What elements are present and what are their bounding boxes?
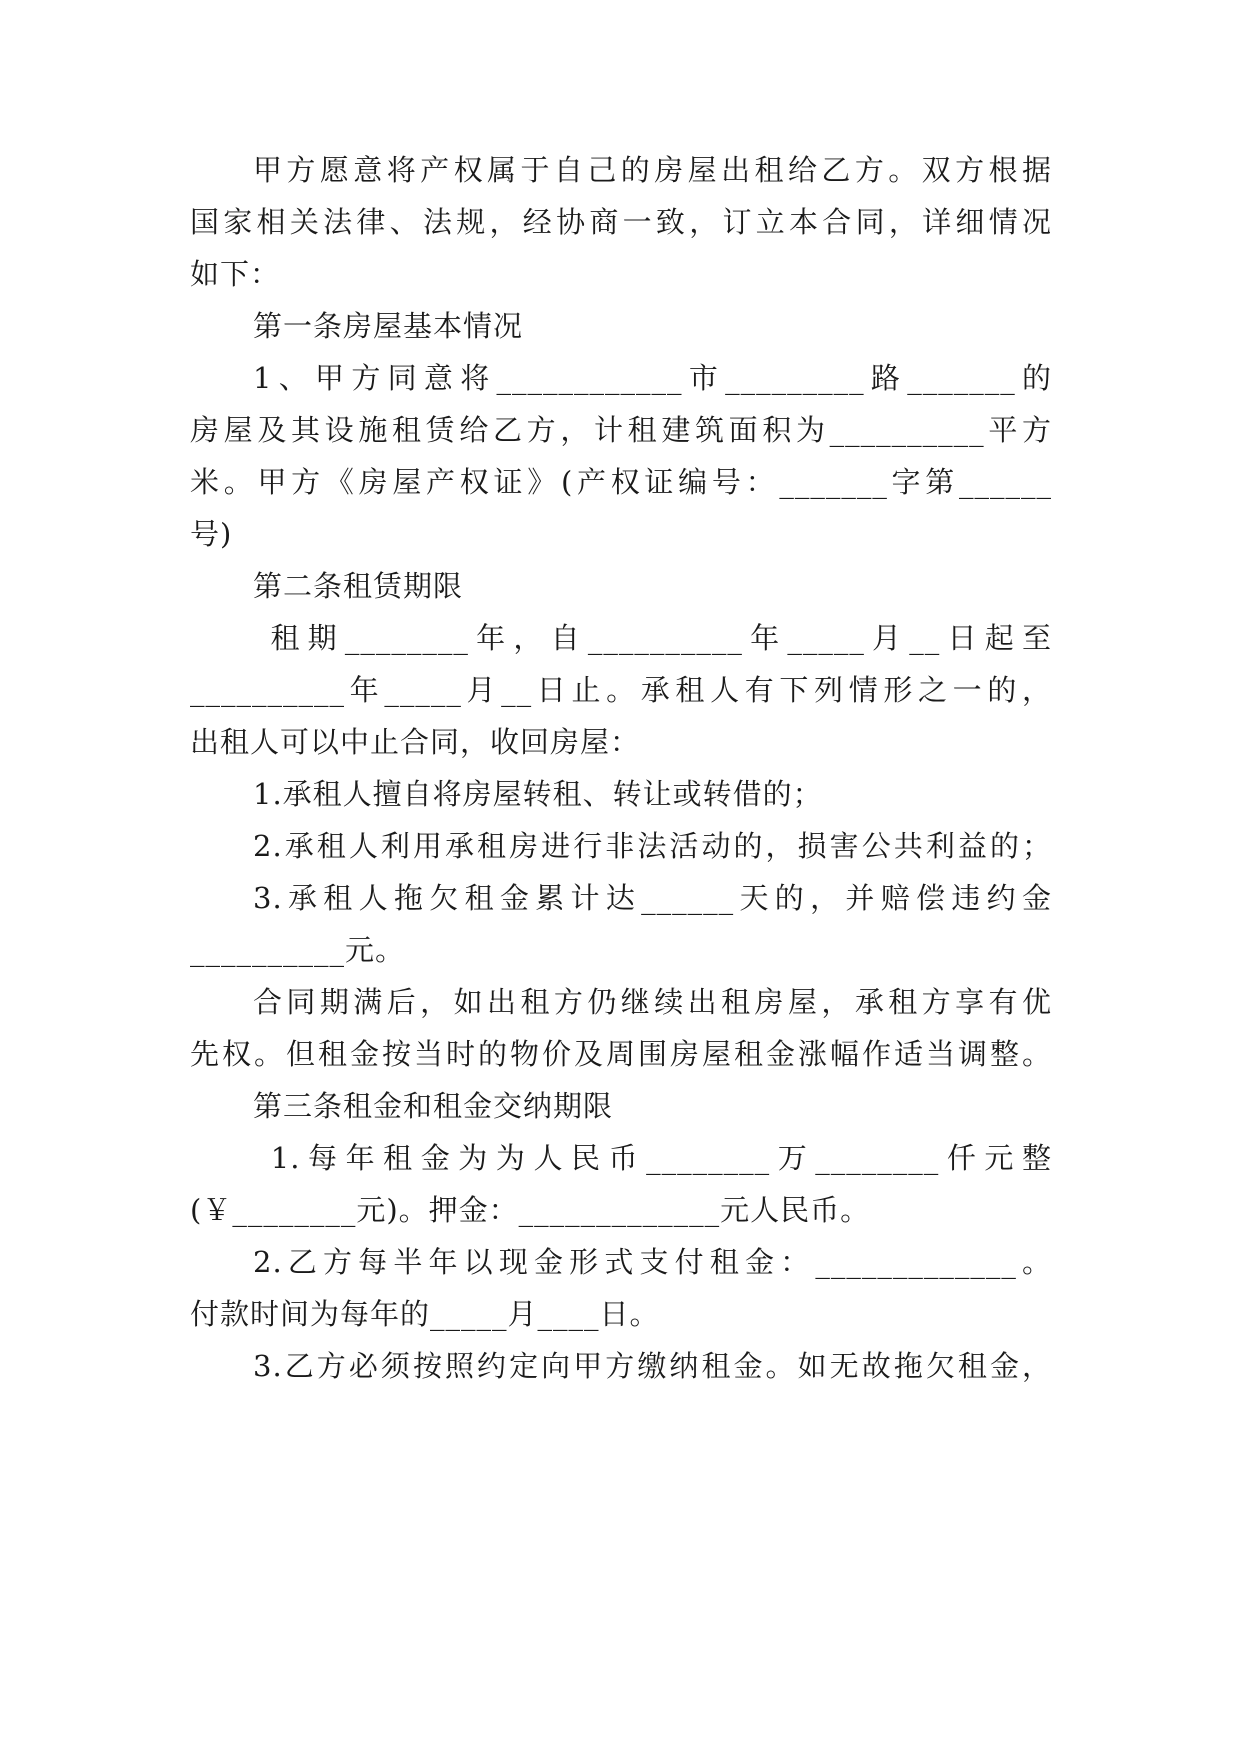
list-item: 1.每年租金为为人民币________万________仟元整: [253, 1141, 1052, 1175]
paragraph-line: 租期________年，自__________年_____月__日起至: [253, 621, 1052, 655]
section-heading: 第三条租金和租金交纳期限: [253, 1089, 614, 1123]
paragraph-line: 1、甲方同意将____________市_________路_______的: [253, 361, 1052, 395]
list-item: 2.乙方每半年以现金形式支付租金：_____________。: [253, 1245, 1052, 1279]
section-heading: 第二条租赁期限: [253, 569, 464, 603]
list-item: 1.承租人擅自将房屋转租、转让或转借的；: [253, 777, 823, 811]
list-item: 2.承租人利用承租房进行非法活动的，损害公共利益的；: [253, 829, 1052, 863]
paragraph-line: 甲方愿意将产权属于自己的房屋出租给乙方。双方根据: [253, 153, 1052, 187]
paragraph-line: 付款时间为每年的_____月____日。: [190, 1297, 660, 1331]
list-item: 3.承租人拖欠租金累计达______天的，并赔偿违约金: [253, 881, 1052, 915]
paragraph-line: 出租人可以中止合同，收回房屋：: [190, 725, 641, 759]
paragraph-line: 米。甲方《房屋产权证》(产权证编号：_______字第______: [190, 465, 1052, 499]
paragraph-line: 如下：: [190, 257, 281, 291]
paragraph-line: 先权。但租金按当时的物价及周围房屋租金涨幅作适当调整。: [190, 1037, 1052, 1071]
paragraph-line: 国家相关法律、法规，经协商一致，订立本合同，详细情况: [190, 205, 1052, 239]
paragraph-line: 房屋及其设施租赁给乙方，计租建筑面积为__________平方: [190, 413, 1052, 447]
paragraph-line: 合同期满后，如出租方仍继续出租房屋，承租方享有优: [253, 985, 1052, 1019]
section-heading: 第一条房屋基本情况: [253, 309, 524, 343]
paragraph-line: (￥________元)。押金：_____________元人民币。: [190, 1193, 871, 1227]
paragraph-line: __________元。: [190, 933, 406, 967]
list-item: 3.乙方必须按照约定向甲方缴纳租金。如无故拖欠租金，: [253, 1349, 1052, 1383]
paragraph-line: __________年_____月__日止。承租人有下列情形之一的，: [190, 673, 1052, 707]
paragraph-line: 号): [190, 517, 233, 551]
